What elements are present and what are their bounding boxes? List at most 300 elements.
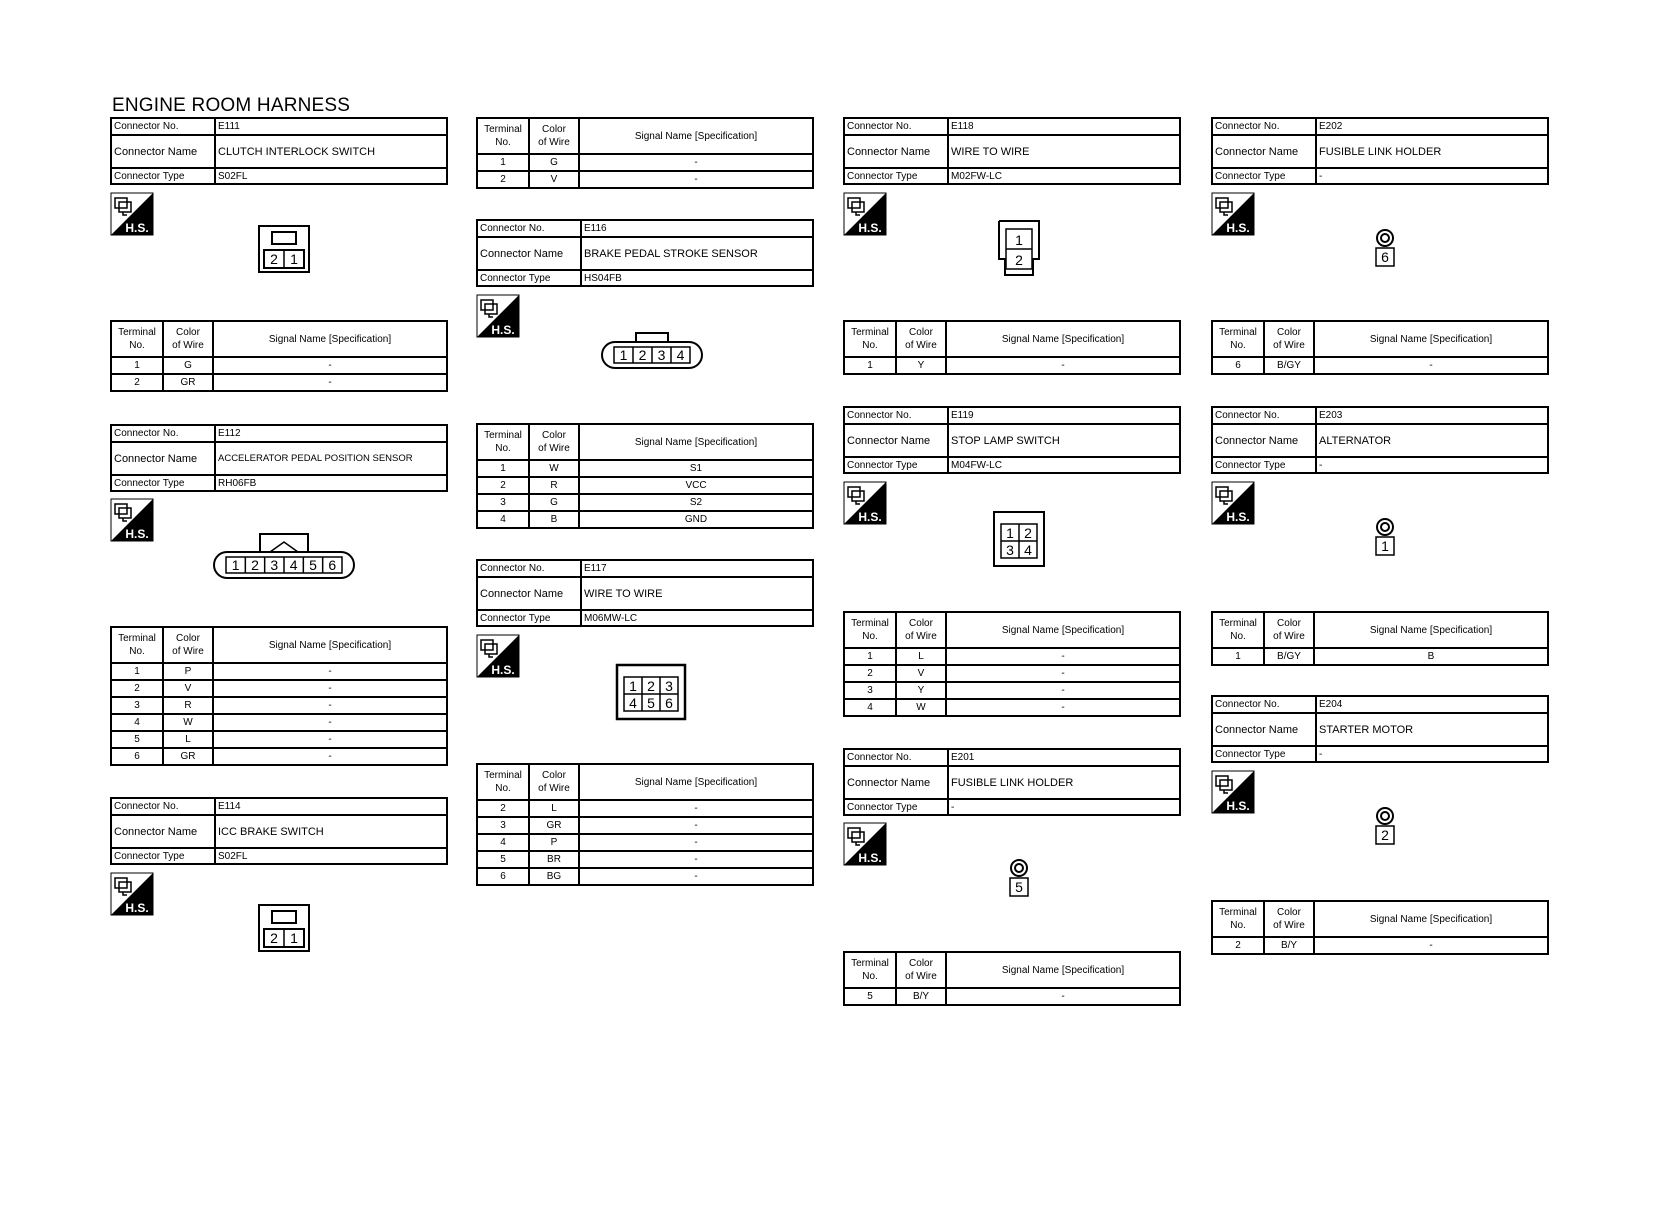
header-terminal-no: Terminal No. — [1212, 901, 1264, 937]
header-signal-name: Signal Name [Specification] — [1314, 321, 1548, 357]
signal-name-cell: - — [213, 663, 447, 680]
table-row — [477, 817, 813, 834]
terminal-table-e111 — [110, 320, 448, 392]
table-row — [844, 357, 1180, 374]
header-terminal-no: Terminal No. — [477, 764, 529, 800]
hs-badge-label: H.S. — [125, 901, 149, 915]
terminal-table-e119 — [843, 611, 1181, 717]
table-row — [844, 648, 1180, 665]
pin-label: 1 — [1015, 232, 1023, 248]
pin-label: 2 — [270, 930, 278, 946]
pin-label: 3 — [665, 678, 673, 694]
connector-info-e203 — [1211, 406, 1549, 474]
header-signal-name: Signal Name [Specification] — [579, 424, 813, 460]
wire-color-cell: G — [529, 154, 579, 171]
harness-side-icon — [843, 822, 887, 866]
pin-label: 4 — [676, 347, 685, 363]
terminal-no-cell: 3 — [477, 817, 529, 834]
terminal-table-e202 — [1211, 320, 1549, 375]
signal-name-cell: B — [1314, 648, 1548, 665]
label-connector-name: Connector Name — [111, 135, 215, 168]
connector-info-e119 — [843, 406, 1181, 474]
signal-name-cell: - — [213, 374, 447, 391]
header-terminal-no: Terminal No. — [844, 952, 896, 988]
table-row — [844, 699, 1180, 716]
header-color-of-wire: Color of Wire — [1264, 901, 1314, 937]
connector-name-value: CLUTCH INTERLOCK SWITCH — [215, 135, 447, 168]
connector-info-e117 — [476, 559, 814, 627]
wire-color-cell: W — [529, 460, 579, 477]
pin-label: 1 — [619, 347, 628, 363]
table-row — [844, 665, 1180, 682]
terminal-no-cell: 6 — [477, 868, 529, 885]
terminal-table-header — [111, 627, 447, 663]
table-row — [477, 800, 813, 817]
connector-name-value: WIRE TO WIRE — [581, 577, 813, 610]
terminal-table-e112 — [110, 626, 448, 766]
terminal-table-header — [1212, 612, 1548, 648]
table-row — [111, 663, 447, 680]
table-row — [844, 988, 1180, 1005]
harness-side-icon — [843, 192, 887, 236]
label-connector-no: Connector No. — [477, 220, 581, 237]
signal-name-cell: - — [213, 748, 447, 765]
connector-name-value: ALTERNATOR — [1316, 424, 1548, 457]
wire-color-cell: Y — [896, 682, 946, 699]
table-row — [477, 460, 813, 477]
pin-label: 2 — [270, 251, 278, 267]
table-row — [111, 748, 447, 765]
label-connector-type: Connector Type — [111, 168, 215, 184]
header-color-of-wire: Color of Wire — [529, 424, 579, 460]
label-connector-no: Connector No. — [1212, 696, 1316, 713]
terminal-no-cell: 2 — [844, 665, 896, 682]
table-row — [111, 714, 447, 731]
table-row — [477, 511, 813, 528]
terminal-no-cell: 1 — [111, 357, 163, 374]
connector-type-value: - — [1316, 168, 1548, 184]
harness-side-icon — [1211, 770, 1255, 814]
pin-label: 5 — [647, 695, 655, 711]
connector-name-value: ICC BRAKE SWITCH — [215, 815, 447, 848]
pin-label: 4 — [629, 695, 637, 711]
harness-side-icon — [110, 872, 154, 916]
signal-name-cell: - — [213, 714, 447, 731]
header-signal-name: Signal Name [Specification] — [1314, 901, 1548, 937]
wire-color-cell: B/GY — [1264, 648, 1314, 665]
table-row — [111, 697, 447, 714]
terminal-no-cell: 2 — [477, 800, 529, 817]
signal-name-cell: - — [579, 800, 813, 817]
terminal-table-header — [111, 321, 447, 357]
connector-diagram-e119 — [992, 510, 1046, 568]
harness-side-icon — [476, 634, 520, 678]
terminal-no-cell: 6 — [1212, 357, 1264, 374]
terminal-no-cell: 3 — [844, 682, 896, 699]
terminal-no-cell: 2 — [477, 171, 529, 188]
connector-type-value: M06MW-LC — [581, 610, 813, 626]
harness-side-icon — [476, 294, 520, 338]
wire-color-cell: L — [896, 648, 946, 665]
connector-no-value: E114 — [215, 798, 447, 815]
header-color-of-wire: Color of Wire — [1264, 321, 1314, 357]
label-connector-name: Connector Name — [111, 815, 215, 848]
table-row — [477, 834, 813, 851]
label-connector-name: Connector Name — [1212, 713, 1316, 746]
label-connector-no: Connector No. — [111, 798, 215, 815]
header-signal-name: Signal Name [Specification] — [579, 118, 813, 154]
connector-diagram-e112 — [212, 530, 356, 580]
pin-label: 1 — [629, 678, 637, 694]
connector-info-e204 — [1211, 695, 1549, 763]
wire-color-cell: L — [529, 800, 579, 817]
signal-name-cell: - — [1314, 357, 1548, 374]
header-signal-name: Signal Name [Specification] — [213, 627, 447, 663]
label-connector-no: Connector No. — [844, 749, 948, 766]
pin-label: 6 — [1381, 249, 1389, 265]
connector-type-value: S02FL — [215, 168, 447, 184]
wire-color-cell: B/Y — [896, 988, 946, 1005]
label-connector-type: Connector Type — [111, 475, 215, 491]
hs-badge-label: H.S. — [125, 221, 149, 235]
terminal-no-cell: 1 — [477, 154, 529, 171]
terminal-table-e201 — [843, 951, 1181, 1006]
signal-name-cell: - — [579, 171, 813, 188]
signal-name-cell: - — [579, 817, 813, 834]
harness-side-icon — [110, 192, 154, 236]
wire-color-cell: V — [163, 680, 213, 697]
terminal-no-cell: 5 — [844, 988, 896, 1005]
connector-no-value: E202 — [1316, 118, 1548, 135]
connector-info-e112 — [110, 424, 448, 492]
label-connector-type: Connector Type — [477, 270, 581, 286]
hs-badge-label: H.S. — [1226, 799, 1250, 813]
pin-label: 6 — [328, 557, 337, 573]
terminal-no-cell: 4 — [111, 714, 163, 731]
connector-type-value: - — [1316, 746, 1548, 762]
label-connector-no: Connector No. — [844, 118, 948, 135]
pin-label: 1 — [290, 251, 298, 267]
pin-label: 1 — [1381, 538, 1389, 554]
table-row — [477, 494, 813, 511]
header-color-of-wire: Color of Wire — [163, 627, 213, 663]
terminal-table-header — [844, 321, 1180, 357]
terminal-no-cell: 4 — [477, 511, 529, 528]
label-connector-type: Connector Type — [111, 848, 215, 864]
pin-label: 5 — [309, 557, 317, 573]
connector-type-value: M04FW-LC — [948, 457, 1180, 473]
wire-color-cell: L — [163, 731, 213, 748]
connector-type-value: HS04FB — [581, 270, 813, 286]
table-row — [477, 868, 813, 885]
hs-badge-label: H.S. — [1226, 510, 1250, 524]
connector-no-value: E112 — [215, 425, 447, 442]
pin-label: 2 — [1024, 525, 1032, 541]
connector-type-value: S02FL — [215, 848, 447, 864]
signal-name-cell: S1 — [579, 460, 813, 477]
table-row — [111, 731, 447, 748]
pin-label: 3 — [1006, 542, 1014, 558]
label-connector-type: Connector Type — [844, 168, 948, 184]
header-color-of-wire: Color of Wire — [896, 952, 946, 988]
pin-label: 2 — [251, 557, 259, 573]
terminal-table-header — [477, 764, 813, 800]
header-terminal-no: Terminal No. — [1212, 612, 1264, 648]
label-connector-no: Connector No. — [1212, 407, 1316, 424]
terminal-no-cell: 1 — [111, 663, 163, 680]
header-color-of-wire: Color of Wire — [529, 764, 579, 800]
signal-name-cell: VCC — [579, 477, 813, 494]
wire-color-cell: GR — [163, 748, 213, 765]
pin-label: 1 — [290, 930, 298, 946]
signal-name-cell: GND — [579, 511, 813, 528]
connector-diagram-e114 — [257, 903, 311, 953]
connector-info-e201 — [843, 748, 1181, 816]
wire-color-cell: W — [896, 699, 946, 716]
pin-label: 2 — [1381, 827, 1389, 843]
signal-name-cell: - — [946, 682, 1180, 699]
wire-color-cell: G — [529, 494, 579, 511]
terminal-diagram-e204 — [1373, 806, 1397, 846]
connector-type-value: RH06FB — [215, 475, 447, 491]
label-connector-name: Connector Name — [111, 442, 215, 475]
pin-label: 3 — [657, 347, 666, 363]
header-signal-name: Signal Name [Specification] — [946, 321, 1180, 357]
header-terminal-no: Terminal No. — [477, 118, 529, 154]
connector-no-value: E201 — [948, 749, 1180, 766]
signal-name-cell: - — [579, 868, 813, 885]
signal-name-cell: - — [946, 988, 1180, 1005]
wire-color-cell: BR — [529, 851, 579, 868]
connector-no-value: E117 — [581, 560, 813, 577]
hs-badge-label: H.S. — [858, 510, 882, 524]
label-connector-type: Connector Type — [1212, 457, 1316, 473]
pin-label: 2 — [647, 678, 655, 694]
terminal-no-cell: 3 — [477, 494, 529, 511]
table-row — [111, 374, 447, 391]
connector-no-value: E111 — [215, 118, 447, 135]
connector-no-value: E118 — [948, 118, 1180, 135]
terminal-table-header — [1212, 901, 1548, 937]
hs-badge-label: H.S. — [491, 323, 515, 337]
pin-label: 4 — [1024, 542, 1032, 558]
wire-color-cell: V — [896, 665, 946, 682]
header-signal-name: Signal Name [Specification] — [946, 612, 1180, 648]
header-terminal-no: Terminal No. — [844, 321, 896, 357]
connector-no-value: E119 — [948, 407, 1180, 424]
terminal-table-e204 — [1211, 900, 1549, 955]
label-connector-type: Connector Type — [844, 457, 948, 473]
connector-diagram-e116 — [600, 330, 704, 370]
signal-name-cell: - — [579, 834, 813, 851]
terminal-no-cell: 3 — [111, 697, 163, 714]
terminal-diagram-e203 — [1373, 517, 1397, 557]
terminal-no-cell: 1 — [477, 460, 529, 477]
pin-label: 2 — [638, 347, 647, 363]
connector-info-e114 — [110, 797, 448, 865]
connector-no-value: E204 — [1316, 696, 1548, 713]
signal-name-cell: - — [213, 357, 447, 374]
terminal-table-e117 — [476, 763, 814, 886]
wire-color-cell: GR — [529, 817, 579, 834]
header-terminal-no: Terminal No. — [1212, 321, 1264, 357]
label-connector-name: Connector Name — [477, 577, 581, 610]
connector-name-value: FUSIBLE LINK HOLDER — [948, 766, 1180, 799]
header-color-of-wire: Color of Wire — [896, 321, 946, 357]
connector-type-value: - — [1316, 457, 1548, 473]
signal-name-cell: - — [579, 851, 813, 868]
signal-name-cell: - — [946, 648, 1180, 665]
pin-label: 4 — [289, 557, 298, 573]
label-connector-no: Connector No. — [844, 407, 948, 424]
wire-color-cell: P — [163, 663, 213, 680]
terminal-table-header — [477, 424, 813, 460]
table-row — [1212, 357, 1548, 374]
connector-info-e116 — [476, 219, 814, 287]
table-row — [477, 171, 813, 188]
hs-badge-label: H.S. — [491, 663, 515, 677]
connector-diagram-e111 — [257, 224, 311, 274]
page-title: ENGINE ROOM HARNESS — [112, 95, 351, 116]
header-color-of-wire: Color of Wire — [163, 321, 213, 357]
terminal-no-cell: 2 — [1212, 937, 1264, 954]
terminal-diagram-e201 — [1007, 858, 1031, 898]
terminal-no-cell: 5 — [111, 731, 163, 748]
wire-color-cell: G — [163, 357, 213, 374]
header-terminal-no: Terminal No. — [111, 321, 163, 357]
harness-side-icon — [110, 498, 154, 542]
terminal-no-cell: 6 — [111, 748, 163, 765]
connector-diagram-e117 — [615, 663, 687, 721]
label-connector-name: Connector Name — [844, 766, 948, 799]
pin-label: 5 — [1015, 879, 1023, 895]
label-connector-name: Connector Name — [477, 237, 581, 270]
terminal-table-header — [844, 612, 1180, 648]
label-connector-no: Connector No. — [111, 425, 215, 442]
terminal-no-cell: 4 — [477, 834, 529, 851]
wire-color-cell: R — [529, 477, 579, 494]
connector-name-value: STARTER MOTOR — [1316, 713, 1548, 746]
wire-color-cell: B/GY — [1264, 357, 1314, 374]
terminal-no-cell: 5 — [477, 851, 529, 868]
connector-type-value: - — [948, 799, 1180, 815]
hs-badge-label: H.S. — [125, 527, 149, 541]
header-signal-name: Signal Name [Specification] — [946, 952, 1180, 988]
label-connector-type: Connector Type — [477, 610, 581, 626]
table-row — [111, 680, 447, 697]
header-signal-name: Signal Name [Specification] — [579, 764, 813, 800]
table-row — [477, 851, 813, 868]
label-connector-type: Connector Type — [1212, 168, 1316, 184]
pin-label: 3 — [270, 557, 279, 573]
connector-type-value: M02FW-LC — [948, 168, 1180, 184]
connector-info-e202 — [1211, 117, 1549, 185]
signal-name-cell: - — [213, 680, 447, 697]
header-color-of-wire: Color of Wire — [529, 118, 579, 154]
signal-name-cell: - — [946, 665, 1180, 682]
terminal-no-cell: 2 — [111, 680, 163, 697]
wire-color-cell: R — [163, 697, 213, 714]
connector-no-value: E203 — [1316, 407, 1548, 424]
signal-name-cell: - — [1314, 937, 1548, 954]
terminal-no-cell: 1 — [844, 648, 896, 665]
header-color-of-wire: Color of Wire — [896, 612, 946, 648]
pin-label: 2 — [1015, 252, 1023, 268]
header-signal-name: Signal Name [Specification] — [213, 321, 447, 357]
harness-side-icon — [1211, 192, 1255, 236]
table-row — [111, 357, 447, 374]
wire-color-cell: GR — [163, 374, 213, 391]
terminal-no-cell: 2 — [111, 374, 163, 391]
label-connector-name: Connector Name — [1212, 424, 1316, 457]
table-row — [477, 477, 813, 494]
terminal-table-e118 — [843, 320, 1181, 375]
header-color-of-wire: Color of Wire — [1264, 612, 1314, 648]
wire-color-cell: V — [529, 171, 579, 188]
header-terminal-no: Terminal No. — [111, 627, 163, 663]
table-row — [477, 154, 813, 171]
connector-info-e111 — [110, 117, 448, 185]
label-connector-type: Connector Type — [844, 799, 948, 815]
terminal-table-header — [1212, 321, 1548, 357]
pin-label: 1 — [231, 557, 240, 573]
connector-name-value: ACCELERATOR PEDAL POSITION SENSOR — [215, 442, 447, 475]
terminal-no-cell: 4 — [844, 699, 896, 716]
terminal-no-cell: 1 — [844, 357, 896, 374]
terminal-diagram-e202 — [1373, 228, 1397, 268]
label-connector-name: Connector Name — [844, 135, 948, 168]
connector-name-value: WIRE TO WIRE — [948, 135, 1180, 168]
wire-color-cell: B/Y — [1264, 937, 1314, 954]
harness-side-icon — [1211, 481, 1255, 525]
header-terminal-no: Terminal No. — [477, 424, 529, 460]
pin-label: 6 — [665, 695, 673, 711]
hs-badge-label: H.S. — [858, 851, 882, 865]
connector-no-value: E116 — [581, 220, 813, 237]
terminal-table-header — [844, 952, 1180, 988]
signal-name-cell: - — [946, 357, 1180, 374]
label-connector-no: Connector No. — [1212, 118, 1316, 135]
header-signal-name: Signal Name [Specification] — [1314, 612, 1548, 648]
terminal-table-e114 — [476, 117, 814, 189]
terminal-table-header — [477, 118, 813, 154]
signal-name-cell: - — [213, 697, 447, 714]
table-row — [1212, 648, 1548, 665]
signal-name-cell: - — [213, 731, 447, 748]
connector-name-value: BRAKE PEDAL STROKE SENSOR — [581, 237, 813, 270]
hs-badge-label: H.S. — [1226, 221, 1250, 235]
terminal-table-e116 — [476, 423, 814, 529]
pin-label: 1 — [1006, 525, 1014, 541]
terminal-no-cell: 2 — [477, 477, 529, 494]
wire-color-cell: Y — [896, 357, 946, 374]
wire-color-cell: B — [529, 511, 579, 528]
terminal-table-e203 — [1211, 611, 1549, 666]
terminal-no-cell: 1 — [1212, 648, 1264, 665]
signal-name-cell: - — [579, 154, 813, 171]
connector-diagram-e118 — [997, 219, 1041, 277]
connector-name-value: FUSIBLE LINK HOLDER — [1316, 135, 1548, 168]
label-connector-type: Connector Type — [1212, 746, 1316, 762]
signal-name-cell: S2 — [579, 494, 813, 511]
label-connector-no: Connector No. — [477, 560, 581, 577]
table-row — [1212, 937, 1548, 954]
signal-name-cell: - — [946, 699, 1180, 716]
wire-color-cell: W — [163, 714, 213, 731]
header-terminal-no: Terminal No. — [844, 612, 896, 648]
connector-info-e118 — [843, 117, 1181, 185]
label-connector-name: Connector Name — [1212, 135, 1316, 168]
